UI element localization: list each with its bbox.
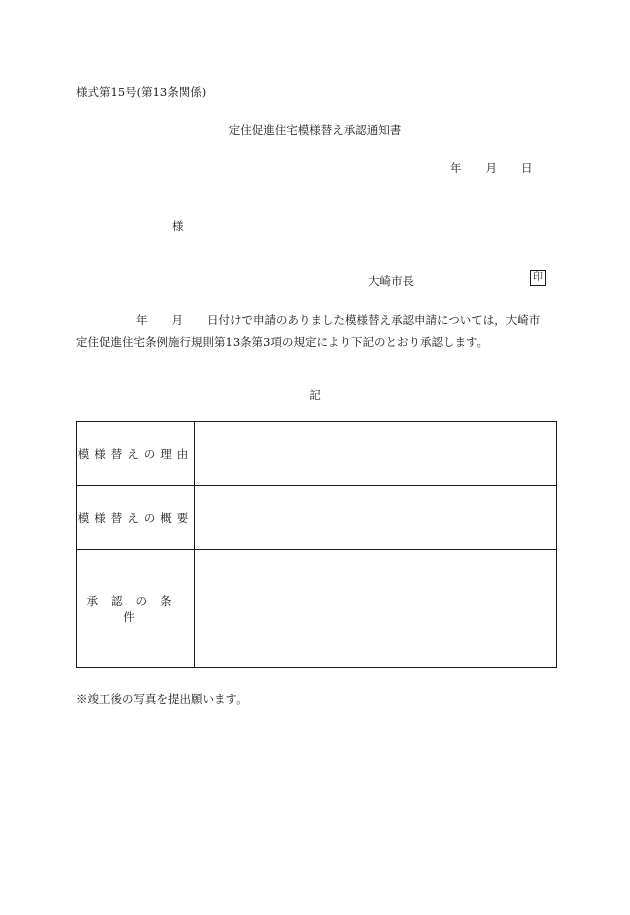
issuer-name: 大崎市長: [368, 274, 414, 288]
recipient-suffix: 様: [172, 219, 184, 233]
table-row: [77, 550, 557, 668]
date-year: 年: [450, 161, 462, 175]
date-month: 月: [485, 161, 497, 175]
footnote: ※竣工後の写真を提出願います。: [76, 692, 248, 706]
approval-detail-table: [76, 421, 557, 668]
row-label-summary: 模様替えの概要: [77, 486, 195, 550]
date-day: 日: [521, 161, 533, 175]
issue-date: [450, 160, 533, 176]
document-title: 定住促進住宅模様替え承認通知書: [228, 123, 402, 137]
row-value-summary: [195, 486, 557, 550]
body-month: 月: [171, 313, 183, 327]
table-row: [77, 486, 557, 550]
body-line-1: 日付けで申請のありました模様替え承認申請については，大崎市: [207, 313, 541, 327]
body-year: 年: [136, 313, 148, 327]
row-value-conditions: [195, 550, 557, 668]
ki-heading: 記: [309, 388, 321, 402]
notice-body: [76, 309, 558, 353]
row-label-conditions: 承認の条件: [77, 550, 195, 668]
seal-mark: 印: [530, 270, 546, 286]
row-label-reason: 模様替えの理由: [77, 422, 195, 486]
row-value-reason: [195, 422, 557, 486]
form-number: 様式第15号(第13条関係): [76, 85, 207, 99]
table-row: [77, 422, 557, 486]
body-line-2: 定住促進住宅条例施行規則第13条第3項の規定により下記のとおり承認します。: [76, 335, 489, 349]
